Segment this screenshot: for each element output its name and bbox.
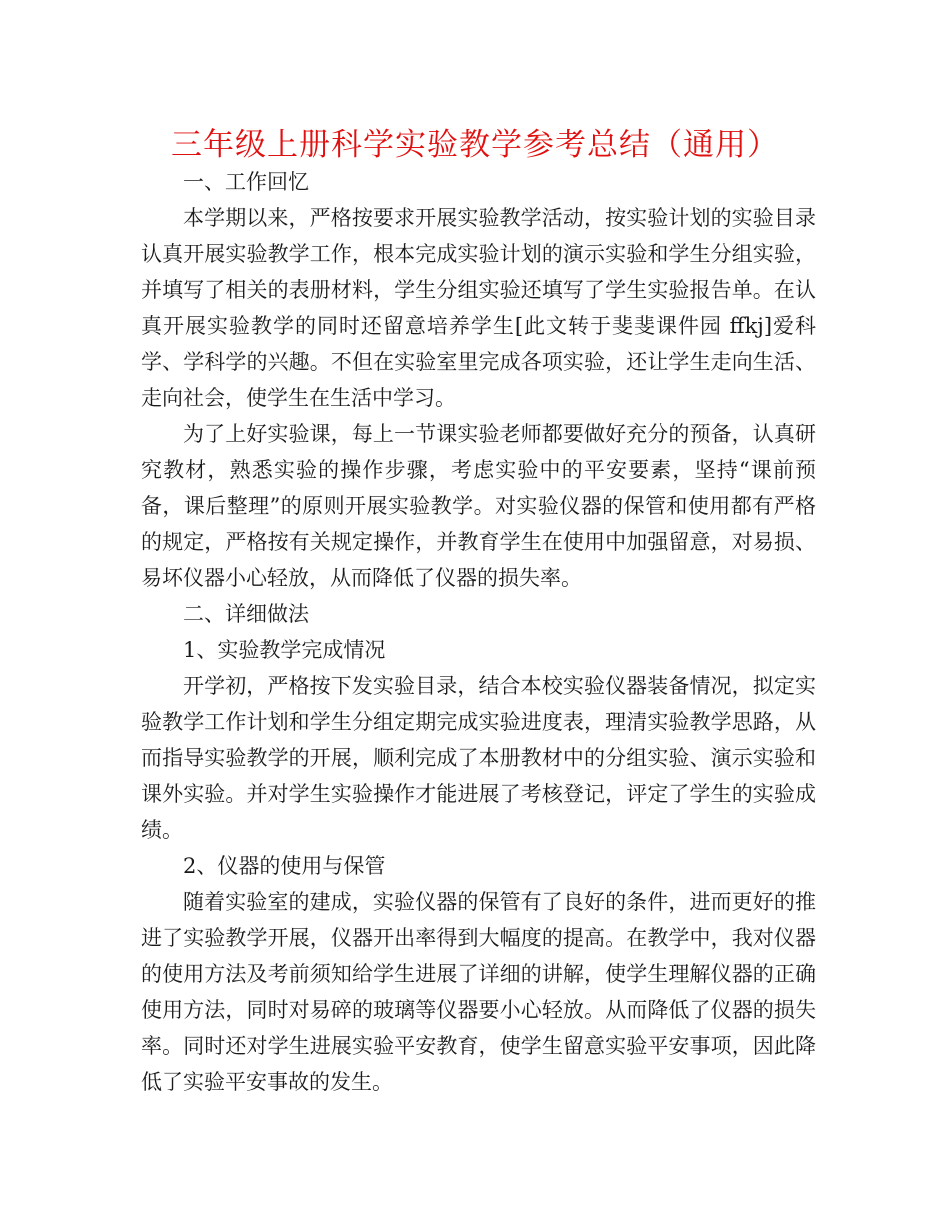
section-heading-methods: 二、详细做法 — [183, 602, 309, 626]
document-body — [141, 164, 816, 1100]
paragraph: 开学初，严格按下发实验目录，结合本校实验仪器装备情况，拟定实验教学工作计划和学生分组定期完成实验进度表，理清实验教学思路，从而指导实验教学的开展，顺利完成了本册教材中的分组实验、演示实验和课外实验。并对学生实验操作才能进展了考核登记，评定了学生的实验成绩。 — [141, 674, 816, 842]
document-title: 三年级上册科学实验教学参考总结（通用） — [171, 127, 779, 163]
subheading-completion: 1、实验教学完成情况 — [183, 638, 386, 662]
section-heading-review: 一、工作回忆 — [183, 170, 309, 194]
paragraph: 本学期以来，严格按要求开展实验教学活动，按实验计划的实验目录认真开展实验教学工作，根本完成实验计划的演示实验和学生分组实验，并填写了相关的表册材料，学生分组实验还填写了学生实验报告单。在认真开展实验教学的同时还留意培养学生[此文转于斐斐课件园 ffkj]爱科学、学科学的兴趣。不但在实验室里完成各项实验，还让学生走向生活、走向社会，使学生在生活中学习。 — [141, 206, 816, 410]
subheading-instruments: 2、仪器的使用与保管 — [183, 854, 386, 878]
paragraph: 随着实验室的建成，实验仪器的保管有了良好的条件，进而更好的推进了实验教学开展，仪器开出率得到大幅度的提高。在教学中，我对仪器的使用方法及考前须知给学生进展了详细的讲解，使学生理解仪器的正确使用方法，同时对易碎的玻璃等仪器要小心轻放。从而降低了仪器的损失率。同时还对学生进展实验平安教育，使学生留意实验平安事项，因此降低了实验平安事故的发生。 — [141, 890, 816, 1094]
paragraph: 为了上好实验课，每上一节课实验老师都要做好充分的预备，认真研究教材，熟悉实验的操作步骤，考虑实验中的平安要素，坚持“课前预备，课后整理”的原则开展实验教学。对实验仪器的保管和使用都有严格的规定，严格按有关规定操作，并教育学生在使用中加强留意，对易损、易坏仪器小心轻放，从而降低了仪器的损失率。 — [141, 422, 816, 590]
